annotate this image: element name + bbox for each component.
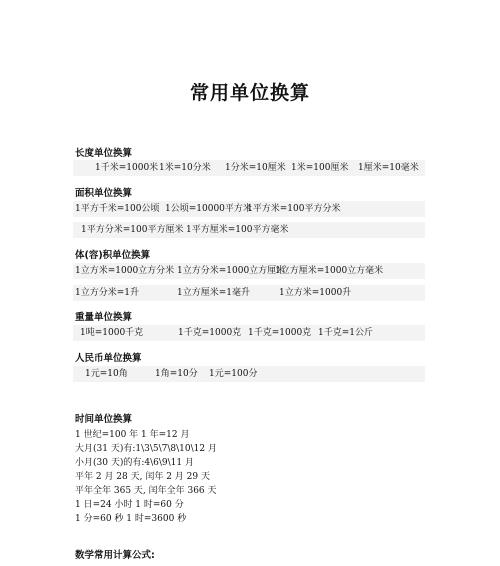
section-heading-currency: 人民币单位换算 (75, 353, 142, 364)
length-item: 1米=100厘米 (291, 163, 349, 173)
currency-item: 1元=100分 (209, 369, 258, 379)
time-line: 平年 2 月 28 天, 闰年 2 月 29 天 (75, 472, 210, 482)
time-line: 1 世纪=100 年 1 年=12 月 (75, 430, 190, 440)
weight-item: 1千克=1000克 (178, 328, 242, 338)
section-heading-weight: 重量单位换算 (75, 312, 133, 323)
area-item: 1公顷=10000平方米 (165, 204, 252, 214)
weight-item: 1千克=1公斤 (318, 328, 373, 338)
section-heading-math: 数学常用计算公式: (75, 550, 155, 561)
volume-item: 1立方分米=1000立方厘米 (177, 266, 286, 276)
weight-item: 1吨=1000千克 (80, 328, 144, 338)
currency-item: 1元=10角 (85, 369, 128, 379)
time-line: 大月(31 天)有:1\3\5\7\8\10\12 月 (75, 444, 217, 454)
length-item: 1千米=1000米 (95, 163, 159, 173)
section-heading-length: 长度单位换算 (75, 148, 133, 159)
length-item: 1分米=10厘米 (225, 163, 286, 173)
volume-item: 1立方米=1000升 (279, 288, 352, 298)
volume-item: 1立方厘米=1毫升 (177, 288, 250, 298)
area-item: 1平方分米=100平方厘米 (81, 225, 184, 235)
volume-row-1 (73, 263, 425, 279)
volume-item: 1立方米=1000立方分米 (75, 266, 175, 276)
time-line: 1 日=24 小时 1 时=60 分 (75, 500, 184, 510)
time-line: 平年全年 365 天, 闰年全年 366 天 (75, 486, 217, 496)
area-item: 1平方米=100平方分米 (247, 204, 341, 214)
currency-row-1 (73, 366, 425, 382)
volume-item: 1立方分米=1升 (75, 288, 139, 298)
time-line: 小月(30 天)的有:4\6\9\11 月 (75, 458, 194, 468)
page-title: 常用单位换算 (189, 82, 310, 104)
section-heading-area: 面积单位换算 (75, 188, 133, 199)
section-heading-time: 时间单位换算 (75, 414, 133, 425)
length-row-1 (73, 160, 425, 176)
area-row-1 (73, 201, 425, 217)
length-item: 1厘米=10毫米 (358, 163, 419, 173)
volume-row-2 (73, 285, 425, 301)
section-heading-volume: 体(容)积单位换算 (75, 250, 151, 261)
area-row-2 (73, 222, 425, 238)
length-item: 1米=10分米 (159, 163, 211, 173)
weight-item: 1千克=1000克 (248, 328, 312, 338)
time-line: 1 分=60 秒 1 时=3600 秒 (75, 514, 187, 524)
weight-row-1 (73, 325, 425, 341)
area-item: 1平方厘米=100平方毫米 (186, 225, 289, 235)
volume-item: 1立方厘米=1000立方毫米 (275, 266, 384, 276)
currency-item: 1角=10分 (155, 369, 198, 379)
area-item: 1平方千米=100公顷 (75, 204, 160, 214)
